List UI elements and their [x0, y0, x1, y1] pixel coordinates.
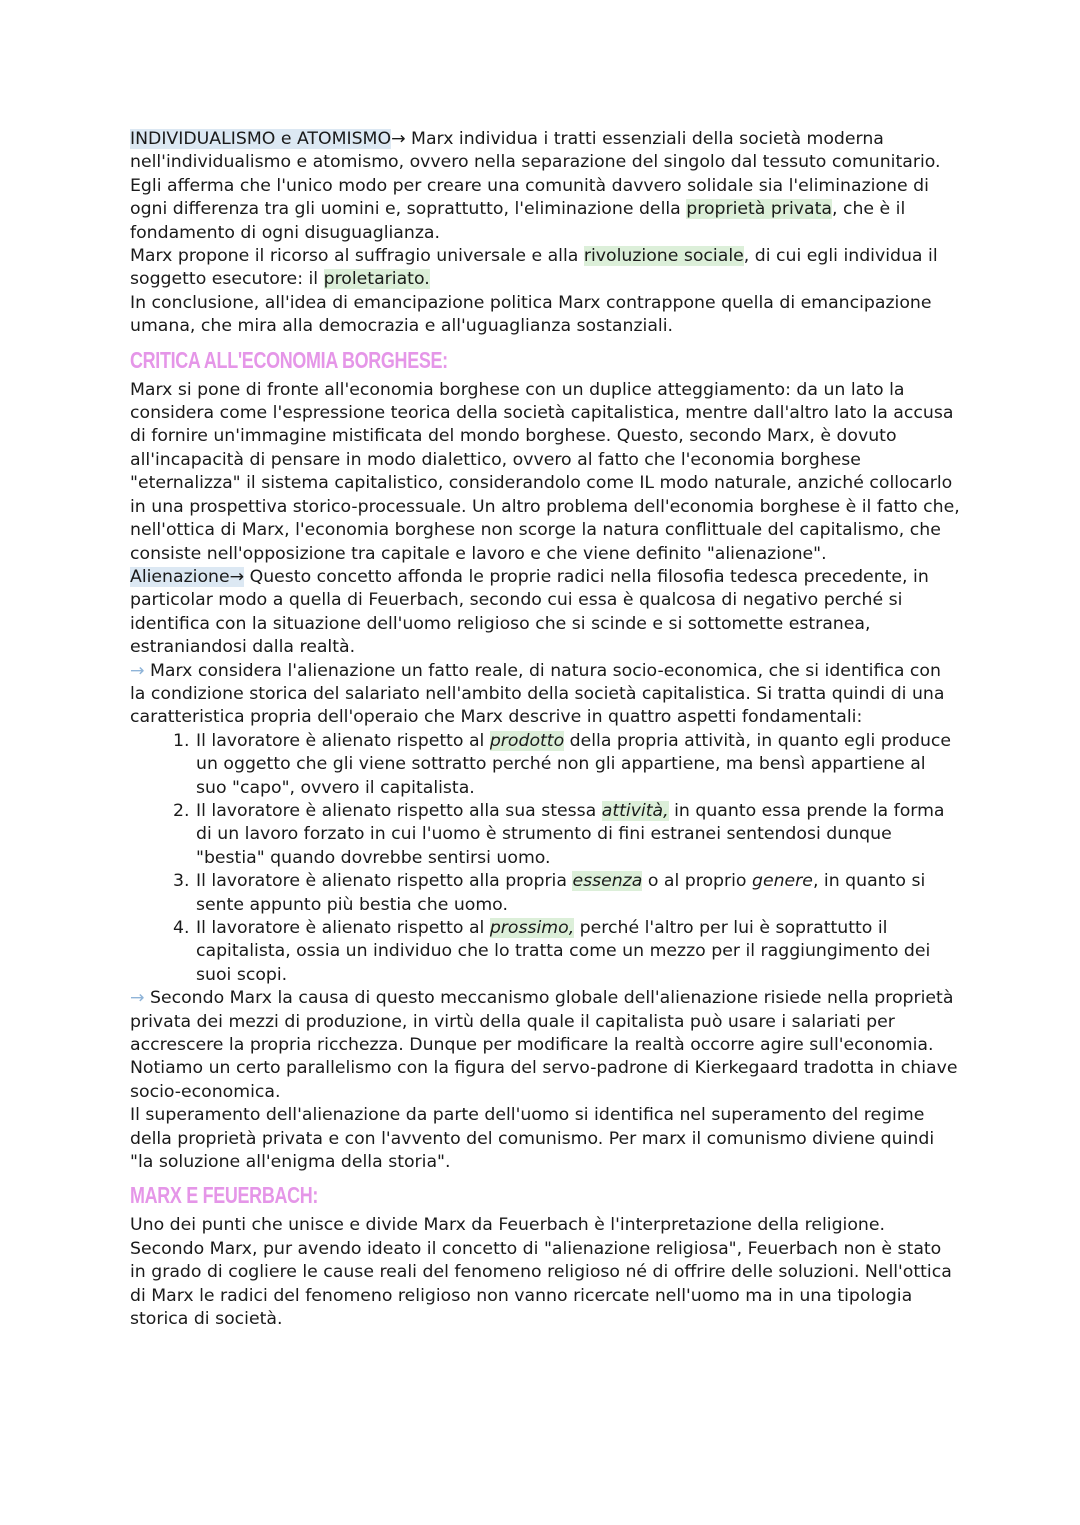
term-alienazione: Alienazione→	[130, 566, 245, 587]
highlight-essenza: essenza	[572, 871, 643, 892]
alienation-aspects-list	[130, 730, 960, 987]
list-item: 3. Il lavoratore è alienato rispetto alla propria essenza o al proprio genere, in quanto si sente appunto più bestia che uomo.	[195, 870, 960, 917]
highlight-attivita: attività,	[601, 800, 669, 821]
arrow-glyph: →	[229, 566, 245, 587]
paragraph-conclusione: In conclusione, all'idea di emancipazione politica Marx contrappone quella di emancipazione umana, che mira alla democrazia e all'uguaglianza sostanziali.	[130, 292, 932, 337]
arrow-glyph: →	[391, 129, 406, 149]
paragraph-economia-borghese: Marx si pone di fronte all'economia borghese con un duplice atteggiamento: da un lato la considera come l'espressione teorica della società capitalistica, mentre dall'altro lato la accusa di fornire un'immagine mistificata del mondo borghese. Questo, secondo Marx, è dovuto all'incapacità di pensare in modo dialettico, ovvero al fatto che l'economia borghese "eternalizza" il sistema capitalistico, considerandolo come IL modo naturale, anziché collocarlo in una prospettiva storico-processuale. Un altro problema dell'economia borghese è il fatto che, nell'ottica di Marx, l'economia borghese non scorge la natura conflittuale del capitalismo, che consiste nell'opposizione tra capitale e lavoro e che viene definito "alienazione".	[130, 379, 960, 564]
term-individualismo: INDIVIDUALISMO e ATOMISMO	[130, 129, 392, 149]
paragraph-alienazione-reale: → Marx considera l'alienazione un fatto reale, di natura socio-economica, che si identifica con la condizione storica del salariato nell'ambito della società capitalistica. Si tratta quindi di una caratteristica propria dell'operaio che Marx descrive in quattro aspetti fondamentali:	[130, 660, 945, 728]
paragraph-superamento: Il superamento dell'alienazione da parte dell'uomo si identifica nel superamento del regime della proprietà privata e con l'avvento del comunismo. Per marx il comunismo diviene quindi "la soluzione all'enigma della storia".	[130, 1105, 935, 1173]
arrow-icon: →	[130, 660, 145, 681]
paragraph-suffragio: Marx propone il ricorso al suffragio universale e alla rivoluzione sociale, di cui egli individua il soggetto esecutore: il proletariato.	[130, 246, 938, 290]
highlight-proletariato: proletariato.	[323, 269, 430, 290]
document-page	[130, 128, 960, 1332]
paragraph-alienazione: Alienazione→ Questo concetto affonda le proprie radici nella filosofia tedesca precedente, in particolar modo a quella di Feuerbach, secondo cui essa è qualcosa di negativo perché si identifica con la situazione dell'uomo religioso che si scinde e si sottomette estranea, estraniandosi dalla realtà.	[130, 566, 929, 658]
list-item: 2. Il lavoratore è alienato rispetto alla sua stessa attività, in quanto essa prende la forma di un lavoro forzato in cui l'uomo è strumento di fini estranei sentendosi dunque "bestia" quando dovrebbe sentirsi uomo.	[195, 800, 960, 870]
paragraph-religione: Uno dei punti che unisce e divide Marx da Feuerbach è l'interpretazione della religione. Secondo Marx, pur avendo ideato il concetto di "alienazione religiosa", Feuerbach non è stato in grado di cogliere le cause reali del fenomeno religioso né di offrire delle soluzioni. Nell'ottica di Marx le radici del fenomeno religioso non vanno ricercate nell'uomo ma in una tipologia storica di società.	[130, 1215, 952, 1330]
heading-marx-feuerbach: MARX E FEUERBACH:	[130, 1182, 319, 1209]
highlight-rivoluzione-sociale: rivoluzione sociale	[583, 246, 744, 267]
heading-critica-economia: CRITICA ALL'ECONOMIA BORGHESE:	[130, 346, 448, 373]
highlight-proprieta-privata: proprietà privata	[686, 199, 832, 220]
emphasis-genere: genere	[752, 871, 813, 892]
arrow-icon: →	[130, 988, 145, 1009]
list-item: 4. Il lavoratore è alienato rispetto al prossimo, perché l'altro per lui è soprattutto il capitalista, ossia un individuo che lo tratta come un mezzo per il raggiungimento dei suoi scopi.	[195, 917, 960, 987]
highlight-prossimo: prossimo,	[489, 918, 575, 938]
paragraph-individualismo: INDIVIDUALISMO e ATOMISMO→ Marx individua i tratti essenziali della società moderna nell'individualismo e atomismo, ovvero nella separazione del singolo dal tessuto comunitario. Egli afferma che l'unico modo per creare una comunità davvero solidale sia l'eliminazione di ogni differenza tra gli uomini e, soprattutto, l'eliminazione della proprietà privata, che è il fondamento di ogni disuguaglianza.	[130, 129, 941, 243]
list-item: 1. Il lavoratore è alienato rispetto al prodotto della propria attività, in quanto egli produce un oggetto che gli viene sottratto perché non gli appartiene, ma bensì appartiene al suo "capo", ovvero il capitalista.	[195, 730, 960, 800]
paragraph-causa-alienazione: → Secondo Marx la causa di questo meccanismo globale dell'alienazione risiede nella proprietà privata dei mezzi di produzione, in virtù della quale il capitalista può usare i salariati per accrescere la propria ricchezza. Dunque per modificare la realtà occorre agire sull'economia. Notiamo un certo parallelismo con la figura del servo-padrone di Kierkegaard tradotta in chiave socio-economica.	[130, 988, 958, 1102]
highlight-prodotto: prodotto	[489, 730, 565, 751]
